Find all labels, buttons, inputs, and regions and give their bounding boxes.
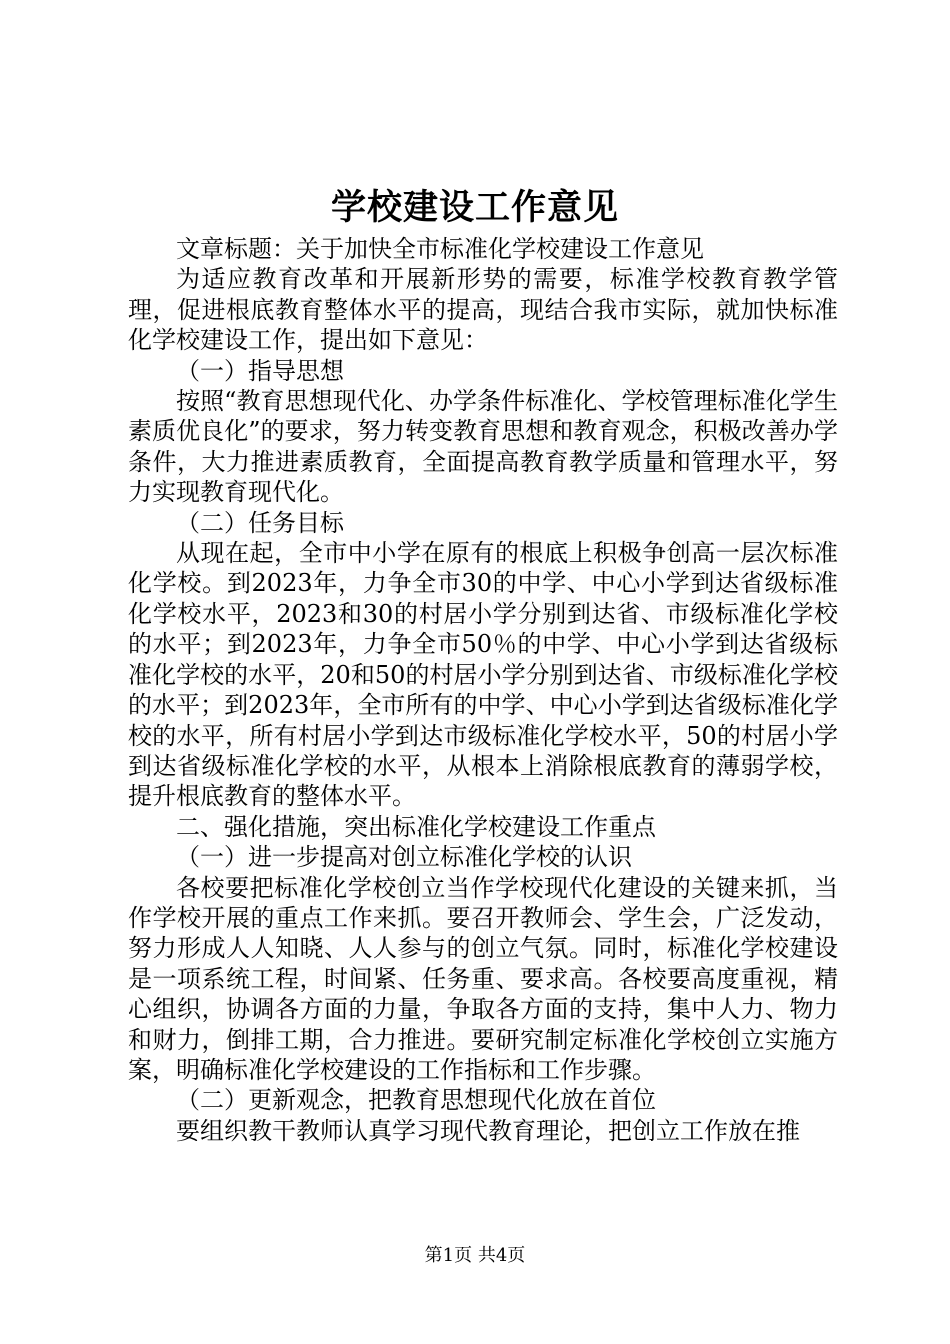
update-concepts-paragraph: 要组织教干教师认真学习现代教育理论，把创立工作放在推 — [176, 1116, 800, 1145]
section-heading-awareness: （一）进一步提高对创立标准化学校的认识 — [176, 843, 632, 872]
document-title: 学校建设工作意见 — [330, 187, 619, 228]
section-heading-task-goals: （二）任务目标 — [176, 508, 344, 537]
page-footer: 第1页 共4页 — [424, 1245, 526, 1266]
guiding-ideology-paragraph: 按照“教育思想现代化、办学条件标准化、学校管理标准化学生素质优良化”的要求，努力转变教育思想和教育观念，积极改善办学条件，大力推进素质教育，全面提高教育教学质量和管理水平，努力实现教育现代化。 — [128, 387, 838, 507]
section-heading-measures: 二、强化措施，突出标准化学校建设工作重点 — [176, 812, 656, 841]
awareness-paragraph: 各校要把标准化学校创立当作学校现代化建设的关键来抓，当作学校开展的重点工作来抓。要召开教师会、学生会，广泛发动，努力形成人人知晓、人人参与的创立气氛。同时，标准化学校建设是一项系统工程，时间紧、任务重、要求高。各校要高度重视，精心组织，协调各方面的力量，争取各方面的支持，集中人力、物力和财力，倒排工期，合力推进。要研究制定标准化学校创立实施方案，明确标准化学校建设的工作指标和工作步骤。 — [128, 873, 838, 1084]
article-title-line: 文章标题：关于加快全市标准化学校建设工作意见 — [176, 235, 704, 263]
intro-paragraph: 为适应教育改革和开展新形势的需要，标准学校教育教学管理，促进根底教育整体水平的提高，现结合我市实际，就加快标准化学校建设工作，提出如下意见： — [128, 265, 838, 355]
section-heading-guiding-ideology: （一）指导思想 — [176, 356, 344, 385]
task-goals-paragraph: 从现在起，全市中小学在原有的根底上积极争创高一层次标准化学校。到2023年，力争全市30的中学、中心小学到达省级标准化学校水平，2023和30的村居小学分别到达省、市级标准化学校的水平；到2023年，力争全市50％的中学、中心小学到达省级标准化学校的水平，20和50的村居小学分别到达省、市级标准化学校的水平；到2023年，全市所有的中学、中心小学到达省级标准化学校的水平，所有村居小学到达市级标准化学校水平，50的村居小学到达省级标准化学校的水平，从根本上消除根底教育的薄弱学校，提升根底教育的整体水平。 — [128, 539, 838, 811]
document-body — [128, 234, 838, 1146]
section-heading-update-concepts: （二）更新观念，把教育思想现代化放在首位 — [176, 1086, 656, 1115]
